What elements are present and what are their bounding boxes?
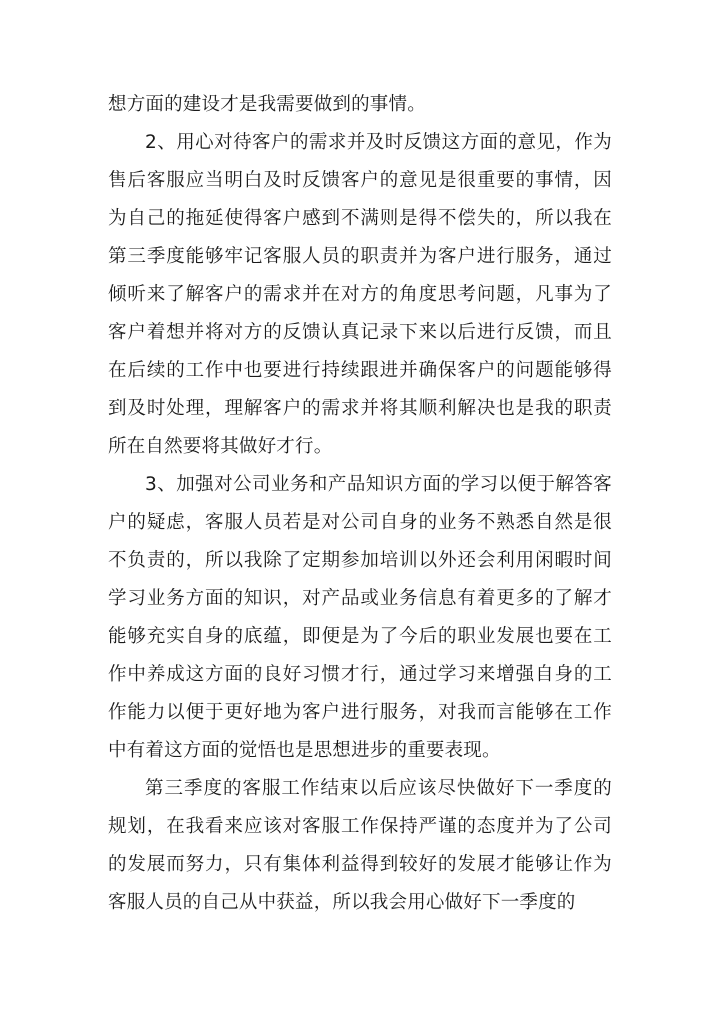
paragraph-summary: 第三季度的客服工作结束以后应该尽快做好下一季度的规划，在我看来应该对客服工作保持严谨的态度并为了公司的发展而努力，只有集体利益得到较好的发展才能够让作为客服人员的自己从中获益，所以我会用心做好下一季度的 — [108, 778, 612, 913]
document-body — [108, 86, 612, 922]
paragraph-item-2: 2、用心对待客户的需求并及时反馈这方面的意见，作为售后客服应当明白及时反馈客户的意见是很重要的事情，因为自己的拖延使得客户感到不满则是得不偿失的，所以我在第三季度能够牢记客服人员的职责并为客户进行服务，通过倾听来了解客户的需求并在对方的角度思考问题，凡事为了客户着想并将对方的反馈认真记录下来以后进行反馈，而且在后续的工作中也要进行持续跟进并确保客户的问题能够得到及时处理，理解客户的需求并将其顺利解决也是我的职责所在自然要将其做好才行。 — [108, 132, 612, 457]
paragraph-continuation: 想方面的建设才是我需要做到的事情。 — [108, 94, 426, 115]
paragraph-item-3: 3、加强对公司业务和产品知识方面的学习以便于解答客户的疑虑，客服人员若是对公司自身的业务不熟悉自然是很不负责的，所以我除了定期参加培训以外还会利用闲暇时间学习业务方面的知识，对产品或业务信息有着更多的了解才能够充实自身的底蕴，即便是为了今后的职业发展也要在工作中养成这方面的良好习惯才行，通过学习来增强自身的工作能力以便于更好地为客户进行服务，对我而言能够在工作中有着这方面的觉悟也是思想进步的重要表现。 — [108, 474, 612, 761]
